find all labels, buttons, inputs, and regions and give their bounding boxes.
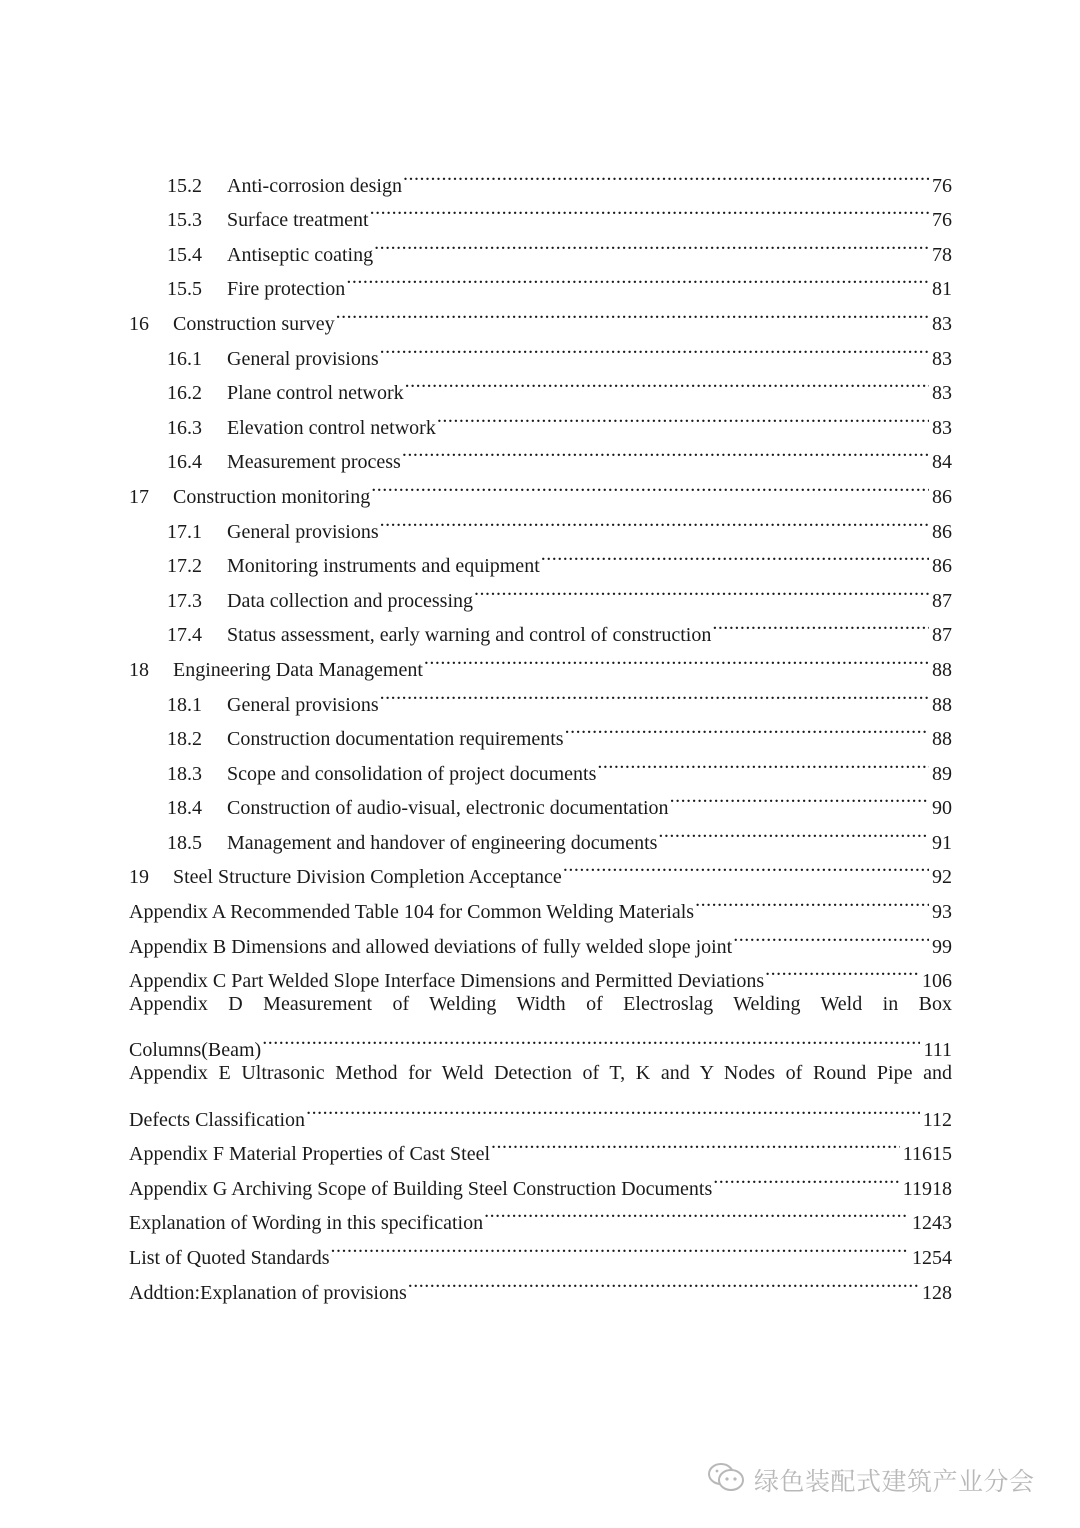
toc-entry-number: 18.2 [167, 728, 202, 751]
toc-entry-title: Defects Classification [129, 1108, 306, 1131]
toc-entry-page: 90 [932, 797, 952, 820]
toc-entry-number: 15.3 [167, 209, 202, 232]
toc-dot-leader [306, 1091, 920, 1126]
toc-entry-page: 86 [932, 555, 952, 578]
toc-entry-title: Addtion:Explanation of provisions [129, 1281, 407, 1304]
toc-entry-page: 89 [932, 762, 952, 785]
table-of-contents [129, 157, 952, 1304]
toc-entry-page: 88 [932, 658, 952, 681]
toc-entry-number: 17 [129, 485, 149, 508]
toc-entry-title: Measurement process [227, 451, 401, 474]
toc-dot-leader [541, 538, 929, 573]
toc-entry-number: 16.4 [167, 451, 202, 474]
wechat-icon [706, 1460, 754, 1500]
toc-dot-leader [405, 365, 929, 400]
toc-entry-title: Engineering Data Management [173, 658, 423, 681]
toc-entry-page: 86 [932, 520, 952, 543]
toc-entry-title: Explanation of Wording in this specification [129, 1212, 484, 1235]
toc-dot-leader [713, 1160, 899, 1195]
toc-entry-page: 76 [932, 209, 952, 232]
toc-entry-number: 15.4 [167, 243, 202, 266]
toc-entry-page: 93 [932, 901, 952, 924]
toc-entry-number: 18.3 [167, 762, 202, 785]
toc-entry-page: 76 [932, 174, 952, 197]
toc-dot-leader [670, 780, 929, 815]
toc-dot-leader [346, 261, 929, 296]
toc-entry-number: 16.2 [167, 382, 202, 405]
toc-entry-wrapped-line[interactable]: Appendix D Measurement of Welding Width of Electroslag Welding Weld in Box [129, 993, 952, 1016]
toc-entry-page: 78 [932, 243, 952, 266]
toc-entry-page: 86 [932, 485, 952, 508]
toc-entry-number: 18 [129, 658, 149, 681]
toc-dot-leader [424, 641, 929, 676]
toc-entry-page: 128 [922, 1281, 952, 1304]
toc-dot-leader [733, 918, 929, 953]
toc-entry-title: Construction monitoring [173, 485, 371, 508]
toc-entry-number: 19 [129, 866, 149, 889]
toc-entry-title: Anti-corrosion design [227, 174, 402, 197]
toc-entry-page: 83 [932, 312, 952, 335]
toc-entry-title: Construction documentation requirements [227, 728, 564, 751]
toc-entry-page: 87 [932, 624, 952, 647]
toc-entry-page: 83 [932, 416, 952, 439]
toc-dot-leader [371, 468, 929, 503]
toc-entry[interactable] [129, 1022, 952, 1062]
toc-entry-title: Scope and consolidation of project documents [227, 762, 597, 785]
toc-dot-leader [437, 399, 929, 434]
toc-entry-title: Appendix A Recommended Table 104 for Common Welding Materials [129, 901, 695, 924]
toc-dot-leader [408, 1264, 919, 1299]
toc-entry-page: 91 [932, 831, 952, 854]
toc-dot-leader [695, 883, 929, 918]
toc-entry-title: Monitoring instruments and equipment [227, 555, 540, 578]
toc-entry-number: 17.4 [167, 624, 202, 647]
toc-dot-leader [402, 434, 929, 469]
toc-dot-leader [491, 1126, 900, 1161]
toc-entry-page: 11615 [902, 1143, 952, 1166]
toc-dot-leader [374, 226, 929, 261]
toc-entry-page: 111 [923, 1039, 952, 1062]
toc-dot-leader [370, 192, 929, 227]
toc-entry-title: List of Quoted Standards [129, 1247, 330, 1269]
toc-dot-leader [474, 572, 929, 607]
toc-entry-page: 11918 [902, 1177, 952, 1200]
toc-entry-page: 1254 [912, 1247, 952, 1269]
toc-entry-page: 99 [932, 935, 952, 958]
toc-dot-leader [565, 711, 929, 746]
toc-entry-number: 17.1 [167, 520, 202, 543]
toc-dot-leader [262, 1022, 920, 1057]
toc-entry-number: 15.2 [167, 174, 202, 197]
toc-entry-title: General provisions [227, 520, 379, 543]
toc-entry-page: 88 [932, 693, 952, 716]
toc-dot-leader [336, 295, 929, 330]
toc-dot-leader [484, 1195, 909, 1230]
toc-entry-number: 15.5 [167, 278, 202, 301]
toc-entry-number: 17.3 [167, 589, 202, 612]
toc-entry[interactable] [129, 157, 952, 197]
toc-entry-title: Data collection and processing [227, 589, 474, 612]
toc-entry-page: 83 [932, 347, 952, 370]
toc-entry[interactable] [129, 1091, 952, 1131]
toc-dot-leader [712, 607, 929, 642]
toc-dot-leader [765, 953, 919, 988]
toc-entry-number: 17.2 [167, 555, 202, 578]
toc-entry-title: Fire protection [227, 278, 346, 301]
toc-entry-page: 92 [932, 866, 952, 889]
toc-entry-title: Appendix G Archiving Scope of Building Steel Construction Documents [129, 1177, 713, 1200]
toc-dot-leader [403, 157, 929, 192]
toc-entry-title: General provisions [227, 347, 379, 370]
watermark [706, 1460, 1035, 1500]
toc-entry-title: Appendix F Material Properties of Cast Steel [129, 1143, 491, 1166]
toc-dot-leader [597, 745, 929, 780]
toc-entry-title: Appendix C Part Welded Slope Interface Dimensions and Permitted Deviations [129, 970, 765, 993]
toc-entry-page: 83 [932, 382, 952, 405]
toc-entry-title: Status assessment, early warning and control of construction [227, 624, 712, 647]
watermark-text: 绿色装配式建筑产业分会 [754, 1467, 1035, 1496]
toc-entry-number: 18.1 [167, 693, 202, 716]
toc-entry-page: 1243 [912, 1212, 952, 1235]
toc-entry-page: 106 [922, 970, 952, 993]
toc-entry-title: Surface treatment [227, 209, 369, 232]
toc-entry-page: 81 [932, 278, 952, 301]
toc-entry-number: 16 [129, 312, 149, 335]
toc-entry-title: Elevation control network [227, 416, 436, 439]
toc-dot-leader [658, 814, 929, 849]
toc-entry-title: Steel Structure Division Completion Acceptance [173, 866, 562, 889]
toc-entry-page: 112 [922, 1108, 952, 1131]
toc-entry-wrapped-line[interactable]: Appendix E Ultrasonic Method for Weld Detection of T, K and Y Nodes of Round Pipe and [129, 1062, 952, 1085]
toc-entry-title: Columns(Beam) [129, 1039, 262, 1062]
toc-entry-page: 84 [932, 451, 952, 474]
toc-entry-page: 87 [932, 589, 952, 612]
toc-entry-title: Plane control network [227, 382, 404, 405]
toc-entry-title: General provisions [227, 693, 379, 716]
toc-entry-number: 18.5 [167, 831, 202, 854]
toc-entry-page: 88 [932, 728, 952, 751]
toc-dot-leader [380, 503, 929, 538]
toc-entry-number: 16.3 [167, 416, 202, 439]
toc-entry-title: Construction survey [173, 312, 335, 335]
toc-entry-title: Appendix B Dimensions and allowed deviations of fully welded slope joint [129, 935, 733, 958]
toc-dot-leader [380, 330, 929, 365]
toc-dot-leader [331, 1229, 909, 1264]
toc-dot-leader [563, 849, 929, 884]
toc-entry-number: 18.4 [167, 797, 202, 820]
toc-entry-title: Antiseptic coating [227, 243, 374, 266]
toc-entry-title: Construction of audio-visual, electronic documentation [227, 797, 669, 820]
toc-entry-number: 16.1 [167, 347, 202, 370]
toc-entry-title: Management and handover of engineering documents [227, 831, 658, 854]
toc-dot-leader [380, 676, 929, 711]
